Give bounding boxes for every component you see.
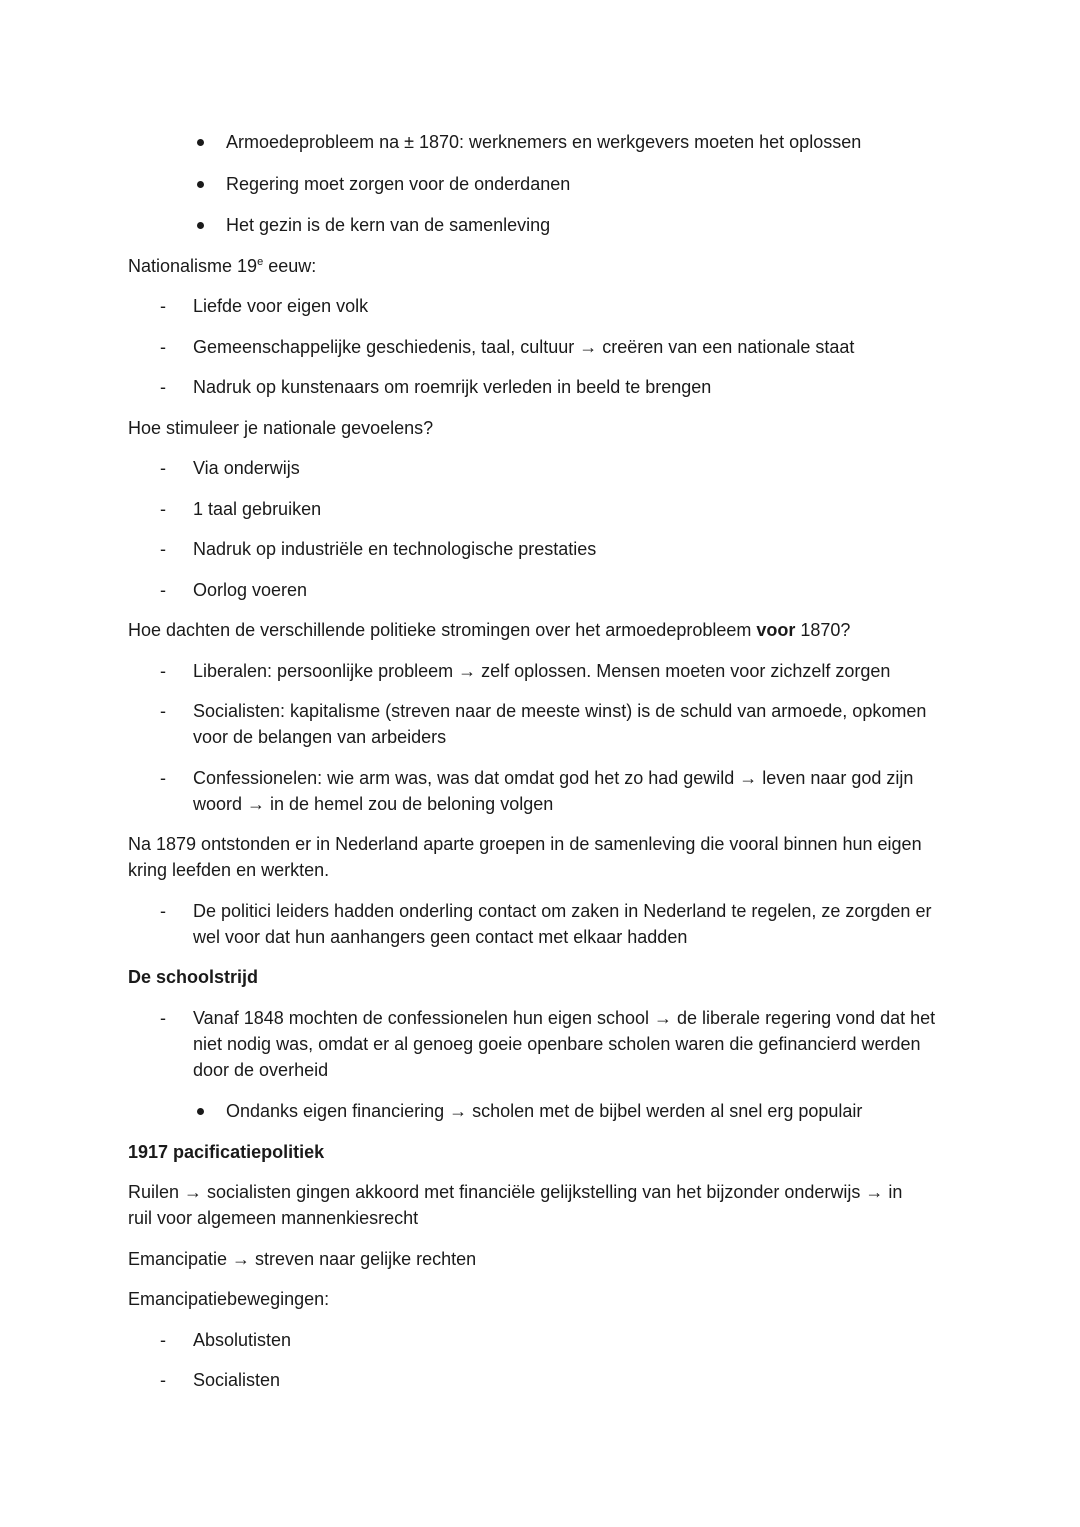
paragraph-line: Na 1879 ontstonden er in Nederland aparte groepen in de samenleving die vooral binnen hun eigen — [128, 834, 922, 854]
paragraph-line: Emancipatie → streven naar gelijke rechten — [128, 1249, 477, 1269]
dash-marker: - — [160, 539, 166, 559]
dash-list-item: Nadruk op industriële en technologische prestaties — [193, 539, 597, 559]
dash-list-item: De politici leiders hadden onderling contact om zaken in Nederland te regelen, ze zorgden er — [193, 901, 932, 921]
dash-marker: - — [160, 337, 166, 357]
text-segment: Nationalisme 19 — [128, 256, 258, 276]
list-item-continuation: woord → in de hemel zou de beloning volgen — [193, 794, 554, 814]
paragraph-line — [128, 253, 316, 279]
dash-list-item: Absolutisten — [193, 1330, 292, 1350]
paragraph-line — [128, 617, 850, 643]
dash-list-item: Vanaf 1848 mochten de confessionelen hun eigen school → de liberale regering vond dat het — [193, 1008, 936, 1028]
dash-marker: - — [160, 458, 166, 478]
dash-marker: - — [160, 768, 166, 788]
list-item-continuation: voor de belangen van arbeiders — [193, 727, 447, 747]
dash-list-item: Liberalen: persoonlijke probleem → zelf oplossen. Mensen moeten voor zichzelf zorgen — [193, 661, 891, 681]
text-segment: 1870? — [795, 620, 851, 640]
dash-marker: - — [160, 580, 166, 600]
dash-marker: - — [160, 901, 166, 921]
dash-marker: - — [160, 1330, 166, 1350]
bullet-item: Regering moet zorgen voor de onderdanen — [226, 174, 571, 194]
list-item-continuation: niet nodig was, omdat er al genoeg goeie openbare scholen waren die gefinancierd werden — [193, 1034, 921, 1054]
dash-marker: - — [160, 1370, 166, 1390]
dash-marker: - — [160, 1008, 166, 1028]
section-heading: 1917 pacificatiepolitiek — [128, 1142, 325, 1162]
dash-marker: - — [160, 296, 166, 316]
bullet-item: Ondanks eigen financiering → scholen met de bijbel werden al snel erg populair — [226, 1101, 863, 1121]
dash-marker: - — [160, 499, 166, 519]
dash-list-item: Socialisten — [193, 1370, 281, 1390]
list-item-continuation: door de overheid — [193, 1060, 329, 1080]
dash-list-item: Gemeenschappelijke geschiedenis, taal, cultuur → creëren van een nationale staat — [193, 337, 855, 357]
bold-word: voor — [756, 620, 796, 640]
dash-list-item: Oorlog voeren — [193, 580, 308, 600]
text-segment: Hoe dachten de verschillende politieke stromingen over het armoedeprobleem — [128, 620, 757, 640]
paragraph-line: Emancipatiebewegingen: — [128, 1289, 330, 1309]
bullet-item: Armoedeprobleem na ± 1870: werknemers en werkgevers moeten het oplossen — [226, 132, 862, 152]
paragraph-line: Ruilen → socialisten gingen akkoord met financiële gelijkstelling van het bijzonder onderwijs → in — [128, 1182, 903, 1202]
paragraph-line: ruil voor algemeen mannenkiesrecht — [128, 1208, 419, 1228]
bullet-dot — [197, 181, 204, 188]
list-item-continuation: wel voor dat hun aanhangers geen contact met elkaar hadden — [193, 927, 688, 947]
dash-list-item: Socialisten: kapitalisme (streven naar de meeste winst) is de schuld van armoede, opkomen — [193, 701, 927, 721]
dash-list-item: Confessionelen: wie arm was, was dat omdat god het zo had gewild → leven naar god zijn — [193, 768, 914, 788]
dash-list-item: Liefde voor eigen volk — [193, 296, 369, 316]
section-heading: De schoolstrijd — [128, 967, 259, 987]
superscript: e — [257, 256, 264, 268]
bullet-dot — [197, 1108, 204, 1115]
dash-list-item: Via onderwijs — [193, 458, 300, 478]
bullet-dot — [197, 139, 204, 146]
dash-list-item: Nadruk op kunstenaars om roemrijk verleden in beeld te brengen — [193, 377, 712, 397]
paragraph-line: kring leefden en werkten. — [128, 860, 330, 880]
dash-marker: - — [160, 377, 166, 397]
bullet-dot — [197, 222, 204, 229]
dash-marker: - — [160, 661, 166, 681]
dash-list-item: 1 taal gebruiken — [193, 499, 322, 519]
text-segment: eeuw: — [263, 256, 317, 276]
bullet-item: Het gezin is de kern van de samenleving — [226, 215, 551, 235]
dash-marker: - — [160, 701, 166, 721]
paragraph-line: Hoe stimuleer je nationale gevoelens? — [128, 418, 434, 438]
